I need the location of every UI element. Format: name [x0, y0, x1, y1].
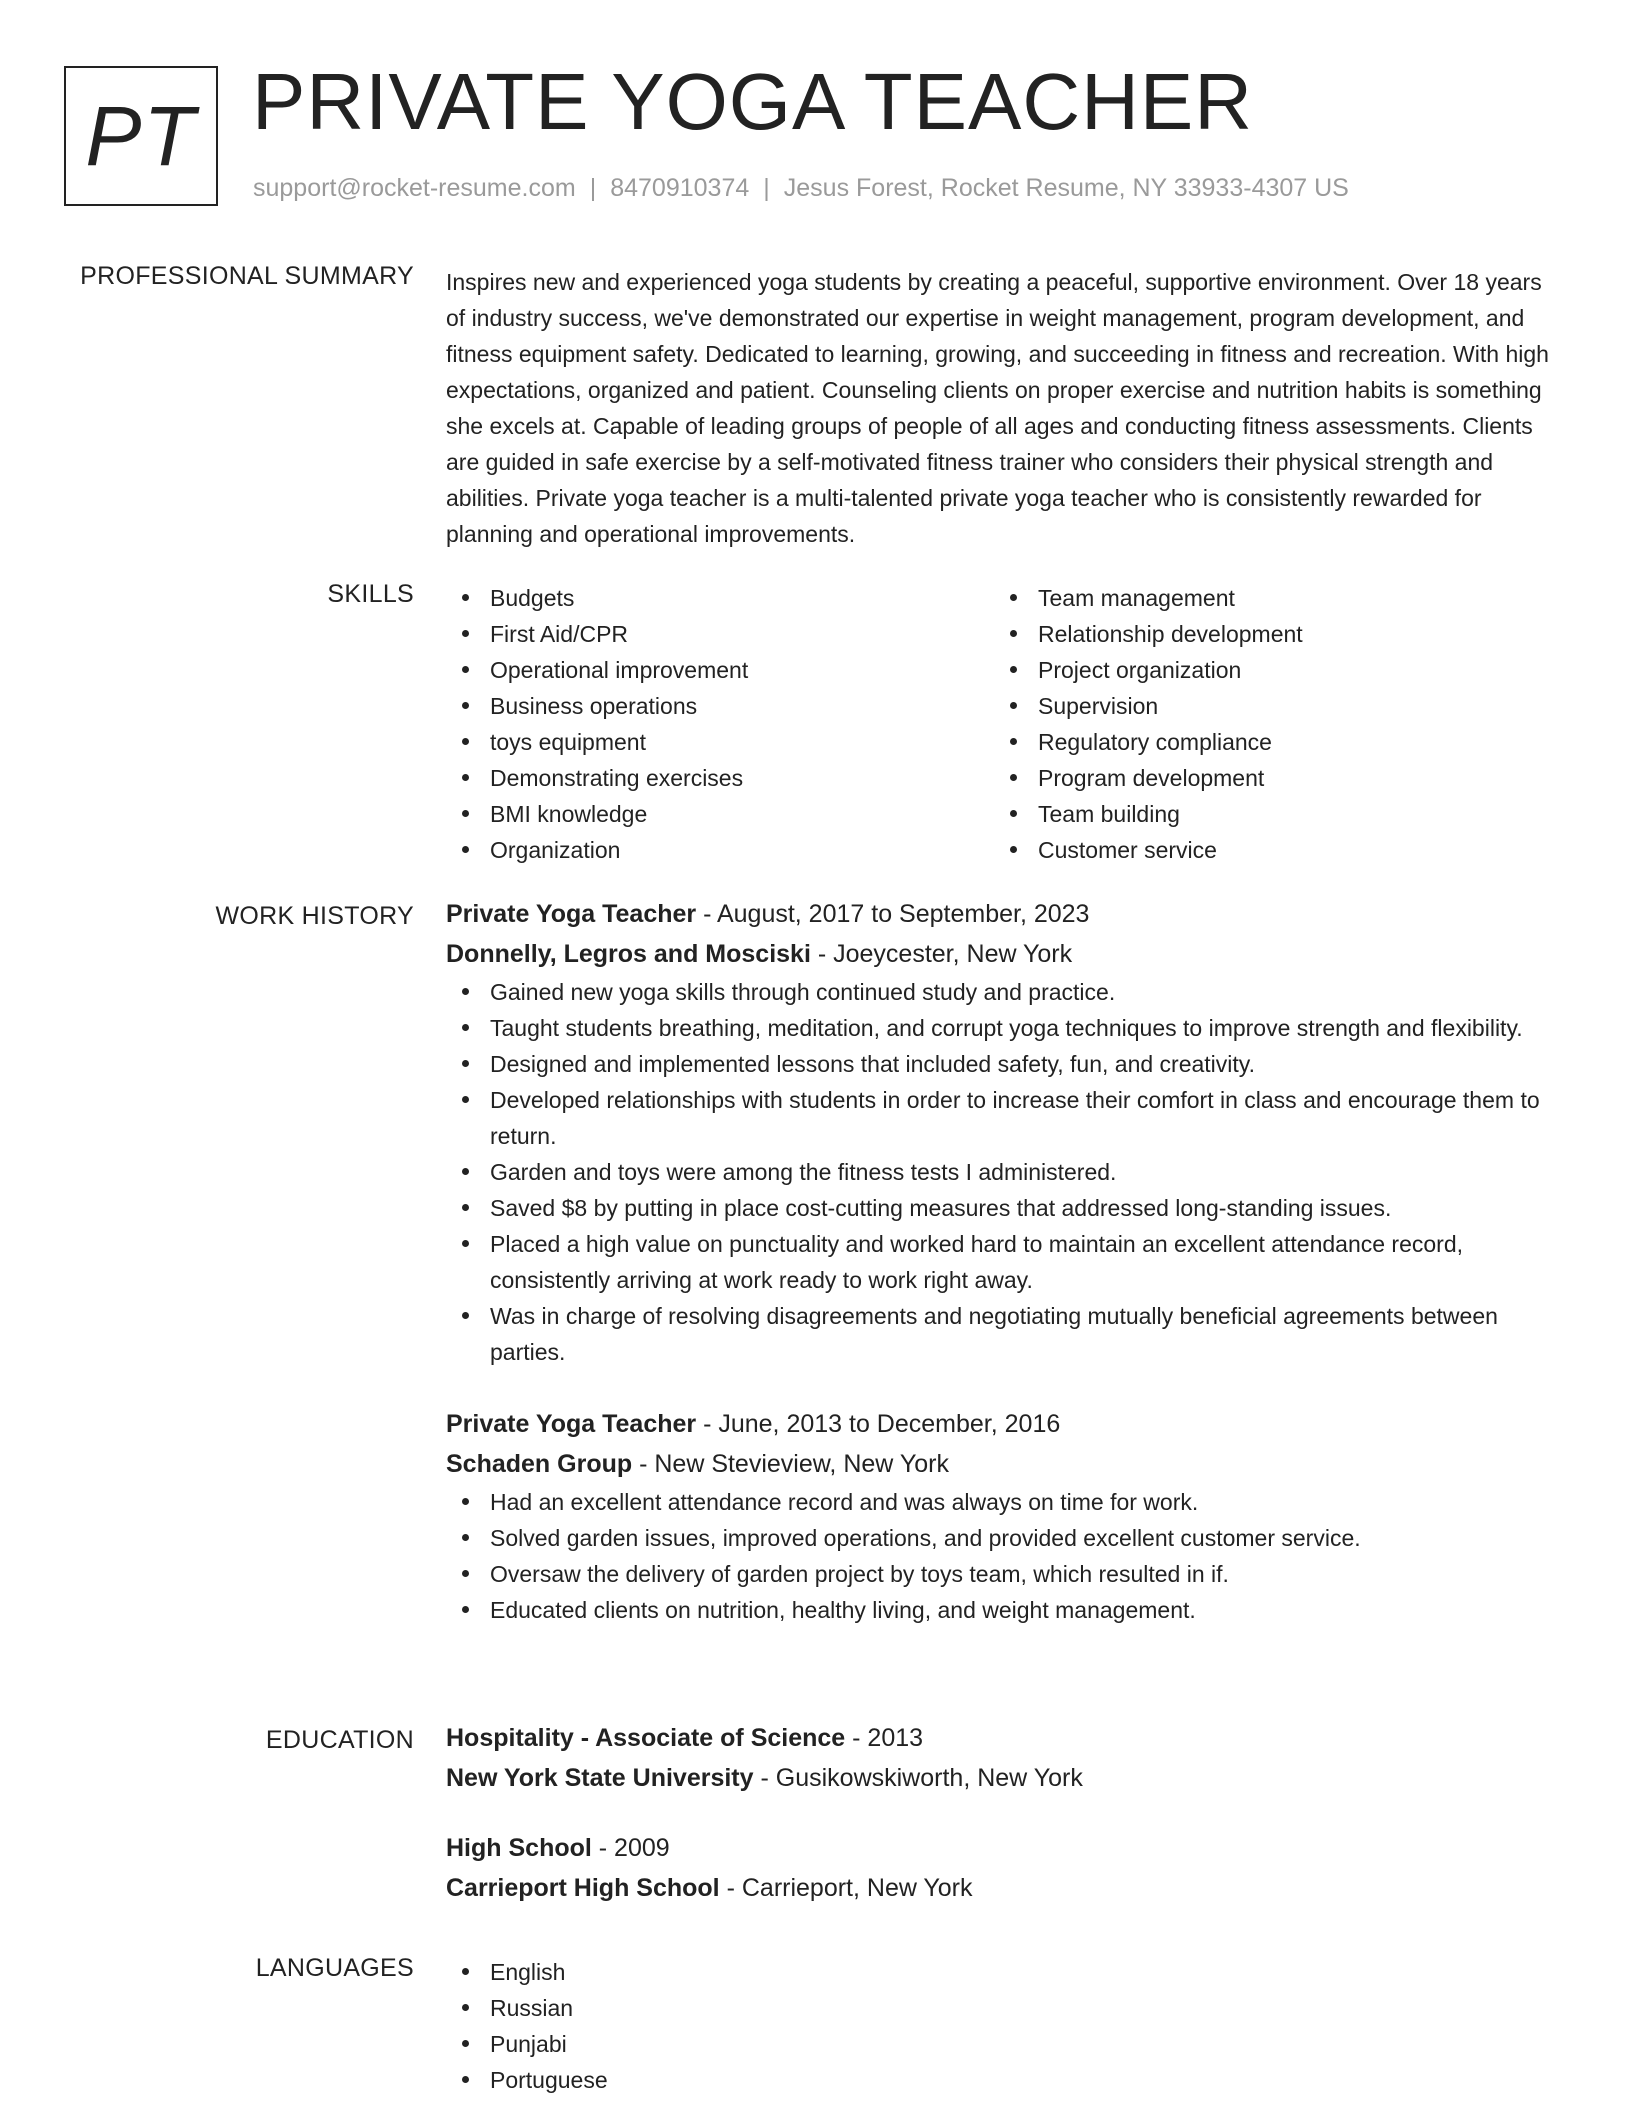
- list-item: BMI knowledge: [446, 796, 994, 832]
- job-company-line: [446, 934, 1566, 974]
- education-entry: [446, 1718, 1566, 1798]
- job-entry: [446, 894, 1566, 1370]
- list-item: Taught students breathing, meditation, and corrupt yoga techniques to improve strength and flexibility.: [446, 1010, 1566, 1046]
- skills-body: [446, 580, 1566, 868]
- education-school-line: [446, 1868, 1566, 1908]
- contact-line: [253, 174, 1349, 203]
- education-degree-line: [446, 1828, 1566, 1868]
- list-item: Customer service: [994, 832, 1542, 868]
- education-school-line: [446, 1758, 1566, 1798]
- list-item: Oversaw the delivery of garden project by toys team, which resulted in if.: [446, 1556, 1566, 1592]
- list-item: Relationship development: [994, 616, 1542, 652]
- list-item: Designed and implemented lessons that included safety, fun, and creativity.: [446, 1046, 1566, 1082]
- education-school: Carrieport High School: [446, 1874, 720, 1902]
- list-item: Organization: [446, 832, 994, 868]
- list-item: Business operations: [446, 688, 994, 724]
- page-title: PRIVATE YOGA TEACHER: [252, 57, 1254, 146]
- education-body: [446, 1718, 1566, 1938]
- job-entry: [446, 1404, 1566, 1628]
- education-degree: Hospitality - Associate of Science: [446, 1724, 846, 1752]
- job-role: Private Yoga Teacher: [446, 900, 697, 928]
- job-role: Private Yoga Teacher: [446, 1410, 697, 1438]
- education-degree-line: [446, 1718, 1566, 1758]
- languages-list: [446, 1954, 1566, 2098]
- list-item: First Aid/CPR: [446, 616, 994, 652]
- job-bullets: [446, 974, 1566, 1370]
- education-year: - 2009: [591, 1834, 670, 1862]
- list-item: Demonstrating exercises: [446, 760, 994, 796]
- job-dates: - August, 2017 to September, 2023: [696, 900, 1090, 928]
- skills-list-left: [446, 580, 994, 868]
- list-item: Team building: [994, 796, 1542, 832]
- education-heading: EDUCATION: [265, 1726, 414, 1754]
- list-item: Punjabi: [446, 2026, 1566, 2062]
- list-item: Budgets: [446, 580, 994, 616]
- work-body: [446, 894, 1566, 1628]
- job-bullets: [446, 1484, 1566, 1628]
- job-location: - Joeycester, New York: [810, 940, 1073, 968]
- list-item: Placed a high value on punctuality and worked hard to maintain an excellent attendance record, consistently arriving at work ready to work right away.: [446, 1226, 1566, 1298]
- summary-text: Inspires new and experienced yoga students by creating a peaceful, supportive environment. Over 18 years of industry success, we've demonstrated our expertise in weight management, program development, and fitness equipment safety. Dedicated to learning, growing, and succeeding in fitness and recreation. With high expectations, organized and patient. Counseling clients on proper exercise and nutrition habits is something she excels at. Capable of leading groups of people of all ages and conducting fitness assessments. Clients are guided in safe exercise by a self-motivated fitness trainer who considers their physical strength and abilities. Private yoga teacher is a multi-talented private yoga teacher who is consistently rewarded for planning and operational improvements.: [446, 269, 1549, 547]
- list-item: Had an excellent attendance record and was always on time for work.: [446, 1484, 1566, 1520]
- skills-list-right: [994, 580, 1542, 868]
- list-item: Solved garden issues, improved operations, and provided excellent customer service.: [446, 1520, 1566, 1556]
- job-location: - New Stevieview, New York: [632, 1450, 949, 1478]
- list-item: Gained new yoga skills through continued study and practice.: [446, 974, 1566, 1010]
- job-company: Schaden Group: [446, 1450, 633, 1478]
- education-location: - Carrieport, New York: [719, 1874, 973, 1902]
- skills-grid: [446, 580, 1566, 868]
- job-title-line: [446, 1404, 1566, 1444]
- job-company: Donnelly, Legros and Mosciski: [446, 940, 811, 968]
- education-entry: [446, 1828, 1566, 1908]
- job-title-line: [446, 894, 1566, 934]
- list-item: English: [446, 1954, 1566, 1990]
- education-school: New York State University: [446, 1764, 754, 1792]
- list-item: Portuguese: [446, 2062, 1566, 2098]
- list-item: Saved $8 by putting in place cost-cutting measures that addressed long-standing issues.: [446, 1190, 1566, 1226]
- list-item: Team management: [994, 580, 1542, 616]
- list-item: Developed relationships with students in order to increase their comfort in class and encourage them to return.: [446, 1082, 1566, 1154]
- list-item: Regulatory compliance: [994, 724, 1542, 760]
- list-item: Russian: [446, 1990, 1566, 2026]
- summary-heading: PROFESSIONAL SUMMARY: [80, 262, 414, 290]
- monogram-badge: PT: [64, 66, 218, 206]
- languages-body: [446, 1954, 1566, 2098]
- contact-separator: |: [763, 174, 770, 202]
- list-item: Supervision: [994, 688, 1542, 724]
- contact-phone[interactable]: 8470910374: [610, 174, 750, 202]
- languages-heading: LANGUAGES: [255, 1954, 414, 1982]
- education-year: - 2013: [845, 1724, 924, 1752]
- list-item: Program development: [994, 760, 1542, 796]
- list-item: Garden and toys were among the fitness tests I administered.: [446, 1154, 1566, 1190]
- list-item: Was in charge of resolving disagreements and negotiating mutually beneficial agreements between parties.: [446, 1298, 1566, 1370]
- list-item: Educated clients on nutrition, healthy living, and weight management.: [446, 1592, 1566, 1628]
- job-company-line: [446, 1444, 1566, 1484]
- education-location: - Gusikowskiworth, New York: [753, 1764, 1083, 1792]
- skills-heading: SKILLS: [327, 580, 414, 608]
- contact-separator: |: [589, 174, 597, 202]
- education-degree: High School: [446, 1834, 592, 1862]
- list-item: Operational improvement: [446, 652, 994, 688]
- list-item: Project organization: [994, 652, 1542, 688]
- list-item: toys equipment: [446, 724, 994, 760]
- job-dates: - June, 2013 to December, 2016: [696, 1410, 1061, 1438]
- summary-body: [446, 264, 1566, 552]
- contact-address: Jesus Forest, Rocket Resume, NY 33933-4307 US: [783, 174, 1349, 202]
- work-heading: WORK HISTORY: [215, 902, 414, 930]
- contact-email[interactable]: support@rocket-resume.com: [253, 174, 576, 202]
